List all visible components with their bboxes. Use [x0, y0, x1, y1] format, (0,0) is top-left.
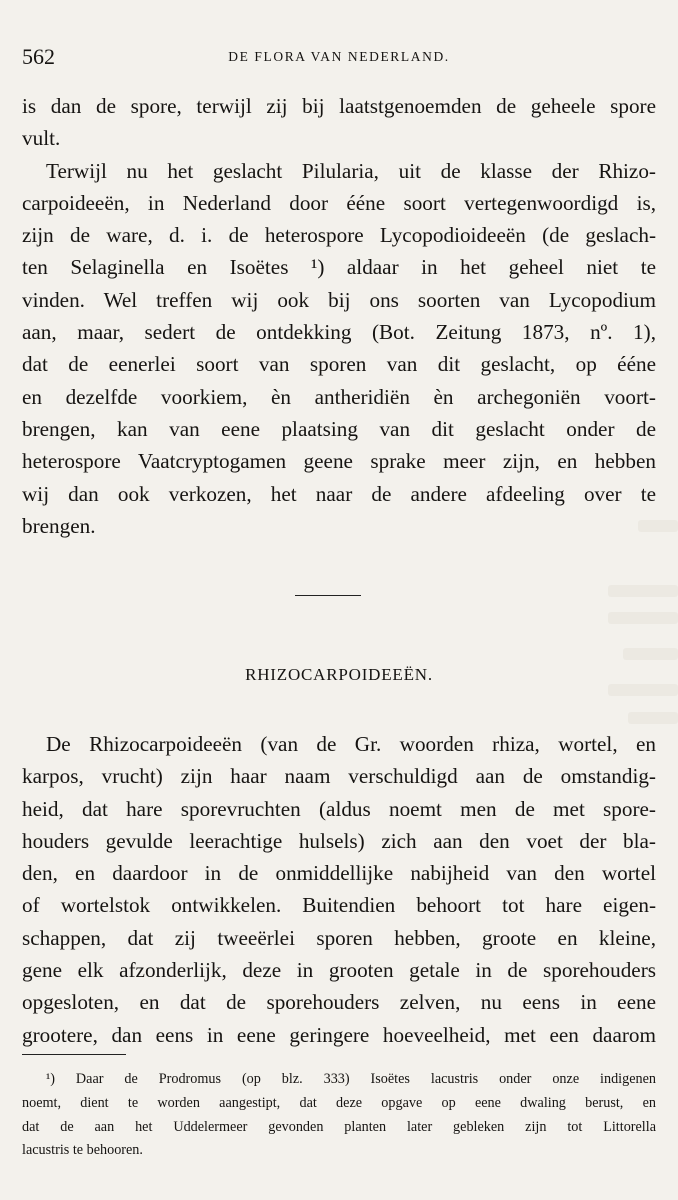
section-divider [295, 595, 361, 596]
text-line: is dan de spore, terwijl zij bij laatstgenoemden de geheele spore [22, 94, 656, 118]
text-line: ten Selaginella en Isoëtes ¹) aldaar in het geheel niet te [22, 255, 656, 280]
text-line: grootere, dan eens in eene geringere hoeveelheid, met een daarom [22, 1022, 656, 1047]
footnote-line: ¹) Daar de Prodromus (op blz. 333) Isoëtes lacustris onder onze indigenen [46, 1071, 656, 1087]
show-through-mark [608, 684, 678, 696]
text-line: vinden. Wel treffen wij ook bij ons soorten van Lycopodium [22, 287, 656, 312]
text-line: opgesloten, en dat de sporehouders zelven, nu eens in eene [22, 990, 656, 1015]
show-through-mark [608, 585, 678, 597]
footnote-rule [22, 1054, 126, 1055]
text-line: gene elk afzonderlijk, deze in grooten getale in de sporehouders [22, 958, 656, 983]
text-line: vult. [22, 126, 61, 151]
page-header [22, 44, 656, 74]
footnote-line: lacustris te behooren. [22, 1142, 143, 1159]
text-line: brengen, kan van eene plaatsing van dit geslacht onder de [22, 416, 656, 441]
show-through-mark [608, 612, 678, 624]
text-line: en dezelfde voorkiem, èn antheridiën èn archegoniën voort- [22, 384, 656, 409]
page-number: 562 [22, 44, 55, 69]
footnote-line: noemt, dient te worden aangestipt, dat deze opgave op eene dwaling berust, en [22, 1094, 656, 1111]
text-line: heterospore Vaatcryptogamen geene sprake meer zijn, en hebben [22, 449, 656, 474]
text-line: aan, maar, sedert de ontdekking (Bot. Zeitung 1873, nº. 1), [22, 320, 656, 345]
text-line: wij dan ook verkozen, het naar de andere afdeeling over te [22, 481, 656, 506]
text-line: brengen. [22, 513, 96, 538]
text-line: heid, dat hare sporevruchten (aldus noemt men de met spore- [22, 796, 656, 821]
text-line: of wortelstok ontwikkelen. Buitendien behoort tot hare eigen- [22, 893, 656, 918]
text-line: houders gevulde leerachtige hulsels) zich aan den voet der bla- [22, 828, 656, 853]
text-line: Terwijl nu het geslacht Pilularia, uit de klasse der Rhizo- [46, 158, 656, 183]
running-title: DE FLORA VAN NEDERLAND. [228, 49, 450, 64]
show-through-mark [628, 712, 678, 724]
paragraph-1 [22, 90, 656, 542]
text-line: den, en daardoor in de onmiddellijke nabijheid van den wortel [22, 861, 656, 886]
paragraph-2 [22, 728, 656, 1051]
text-line: dat de eenerlei soort van sporen van dit geslacht, op ééne [22, 352, 656, 377]
section-title: RHIZOCARPOIDEEËN. [245, 665, 433, 684]
text-line: carpoideeën, in Nederland door ééne soort vertegenwoordigd is, [22, 190, 656, 215]
text-line: zijn de ware, d. i. de heterospore Lycopodioideeën (de geslach- [22, 223, 656, 248]
footnote [22, 1068, 656, 1163]
footnote-line: dat de aan het Uddelermeer gevonden planten later gebleken zijn tot Littorella [22, 1118, 656, 1135]
show-through-mark [623, 648, 678, 660]
text-line: De Rhizocarpoideeën (van de Gr. woorden rhiza, wortel, en [46, 732, 656, 756]
text-line: schappen, dat zij tweeërlei sporen hebben, groote en kleine, [22, 925, 656, 950]
text-line: karpos, vrucht) zijn haar naam verschuldigd aan de omstandig- [22, 764, 656, 789]
